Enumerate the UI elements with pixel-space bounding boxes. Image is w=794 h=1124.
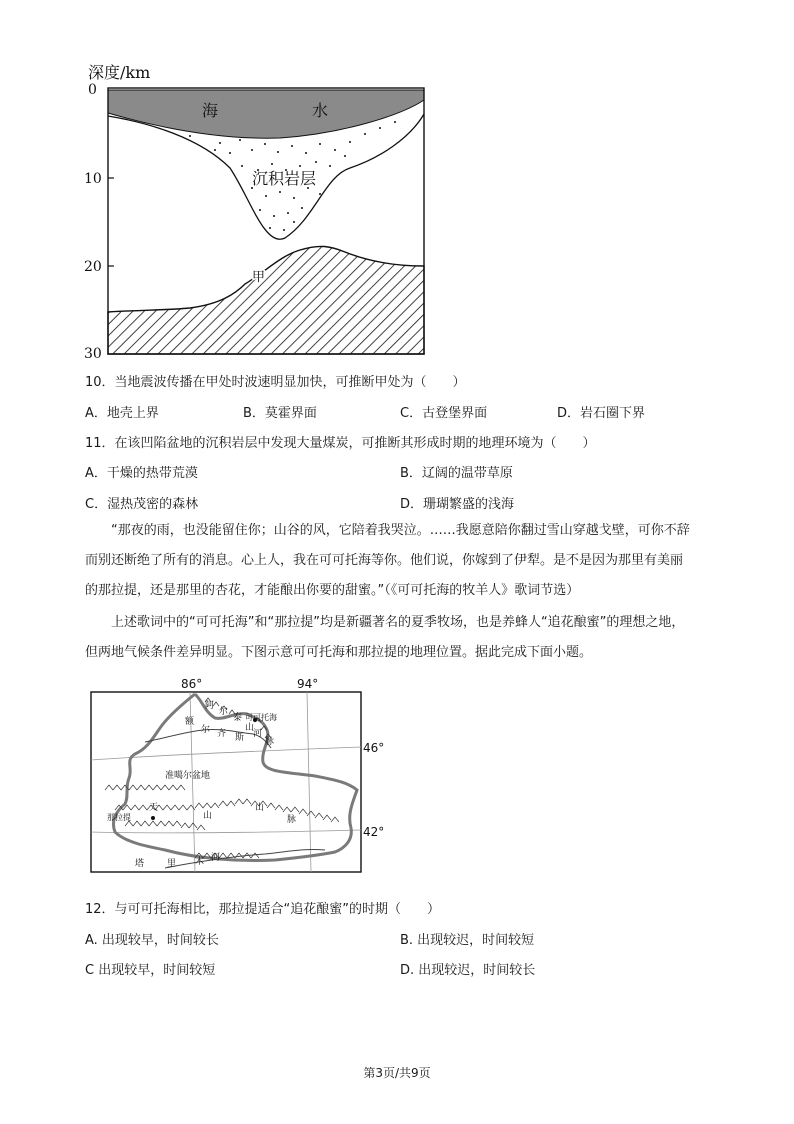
- q11-option-b: B．辽阔的温带草原: [400, 466, 513, 481]
- nalati-marker: [151, 816, 155, 820]
- tarim-char-1: 塔: [135, 859, 145, 869]
- intro-line-1: 上述歌词中的“可可托海”和“那拉提”均是新疆著名的夏季牧场，也是养蜂人“追花酿蜜”的理想之地，: [111, 615, 685, 630]
- tick-30: 30: [84, 346, 102, 358]
- q12-stem: 12．与可可托海相比，那拉提适合“追花酿蜜”的时期（ ）: [85, 902, 441, 917]
- sea-label-1: 海: [202, 101, 219, 120]
- sea-label-2: 水: [312, 101, 329, 120]
- q10-option-b: B．莫霍界面: [243, 406, 317, 421]
- nalati-label: 那拉提: [107, 813, 131, 822]
- irtysh-char-1: 额: [185, 717, 195, 727]
- q12-option-c: C 出现较早，时间较短: [85, 963, 216, 978]
- q11-option-c: C．湿热茂密的森林: [85, 497, 199, 512]
- tianshan-char-1: 天: [149, 803, 159, 813]
- cross-section-figure: [80, 58, 440, 358]
- tianshan-char-3: 山: [255, 803, 265, 813]
- lyrics-line-1: “那夜的雨，也没能留住你；山谷的风，它陪着我哭泣。……我愿意陪你翻过雪山穿越戈壁，可你不辞: [111, 523, 690, 538]
- lyrics-paragraph: [85, 516, 735, 606]
- page-footer: 第3页/共9页: [363, 1066, 431, 1080]
- lat-label-46: 46°: [363, 741, 385, 755]
- altai-char-4: 山: [245, 723, 255, 733]
- basin-label: 准噶尔盆地: [165, 771, 211, 781]
- altai-char-1: 阿: [205, 701, 215, 711]
- lat-label-42: 42°: [363, 825, 385, 839]
- irtysh-char-5: 河: [253, 729, 263, 739]
- irtysh-char-4: 斯: [235, 733, 245, 743]
- xinjiang-map: [85, 672, 385, 882]
- q10-option-d: D．岩石圈下界: [557, 406, 646, 421]
- q12-option-b: B. 出现较迟，时间较短: [400, 933, 535, 948]
- tarim-char-3: 木: [195, 857, 205, 867]
- tianshan-char-2: 山: [203, 811, 213, 821]
- altai-char-5: 脉: [265, 737, 275, 747]
- lyrics-line-3: 的那拉提，还是那里的杏花，才能酿出你要的甜蜜。”（《可可托海的牧羊人》歌词节选）: [85, 583, 580, 598]
- irtysh-char-3: 齐: [217, 729, 227, 739]
- tianshan-char-4: 脉: [287, 815, 297, 825]
- lyrics-line-2: 而别还断绝了所有的消息。心上人，我在可可托海等你。他们说，你嫁到了伊犁。是不是因为那里有美丽: [85, 553, 684, 568]
- q10-option-a: A．地壳上界: [85, 406, 159, 421]
- intro-line-2: 但两地气候条件差异明显。下图示意可可托海和那拉提的地理位置。据此完成下面小题。: [85, 645, 593, 660]
- tarim-char-4: 河: [211, 853, 221, 863]
- kekeTuohai-label: 可可托海: [245, 713, 277, 722]
- lon-label-94: 94°: [297, 677, 319, 691]
- q12-option-a: A. 出现较早，时间较长: [85, 933, 219, 948]
- q11-option-d: D．珊瑚繁盛的浅海: [400, 497, 515, 512]
- q11-stem: 11．在该凹陷盆地的沉积岩层中发现大量煤炭，可推断其形成时期的地理环境为（ ）: [85, 436, 596, 451]
- point-jia-label: 甲: [252, 270, 266, 285]
- intro-paragraph: [85, 608, 735, 668]
- q12-option-d: D. 出现较迟，时间较长: [400, 963, 536, 978]
- tarim-char-2: 里: [167, 859, 177, 869]
- altai-char-2: 尔: [219, 707, 229, 717]
- lon-label-86: 86°: [181, 677, 203, 691]
- hatched-layer: [108, 246, 424, 354]
- irtysh-char-2: 尔: [201, 725, 211, 735]
- q11-option-a: A．干燥的热带荒漠: [85, 466, 198, 481]
- q10-stem: 10．当地震波传播在甲处时波速明显加快，可推断甲处为（ ）: [85, 375, 466, 390]
- tick-20: 20: [84, 259, 102, 275]
- altai-char-3: 泰: [233, 713, 243, 723]
- tick-0: 0: [88, 82, 97, 98]
- q10-option-c: C．古登堡界面: [400, 406, 488, 421]
- sediment-label: 沉积岩层: [252, 169, 317, 188]
- depth-axis-label: 深度/km: [88, 63, 151, 82]
- tick-10: 10: [84, 171, 102, 187]
